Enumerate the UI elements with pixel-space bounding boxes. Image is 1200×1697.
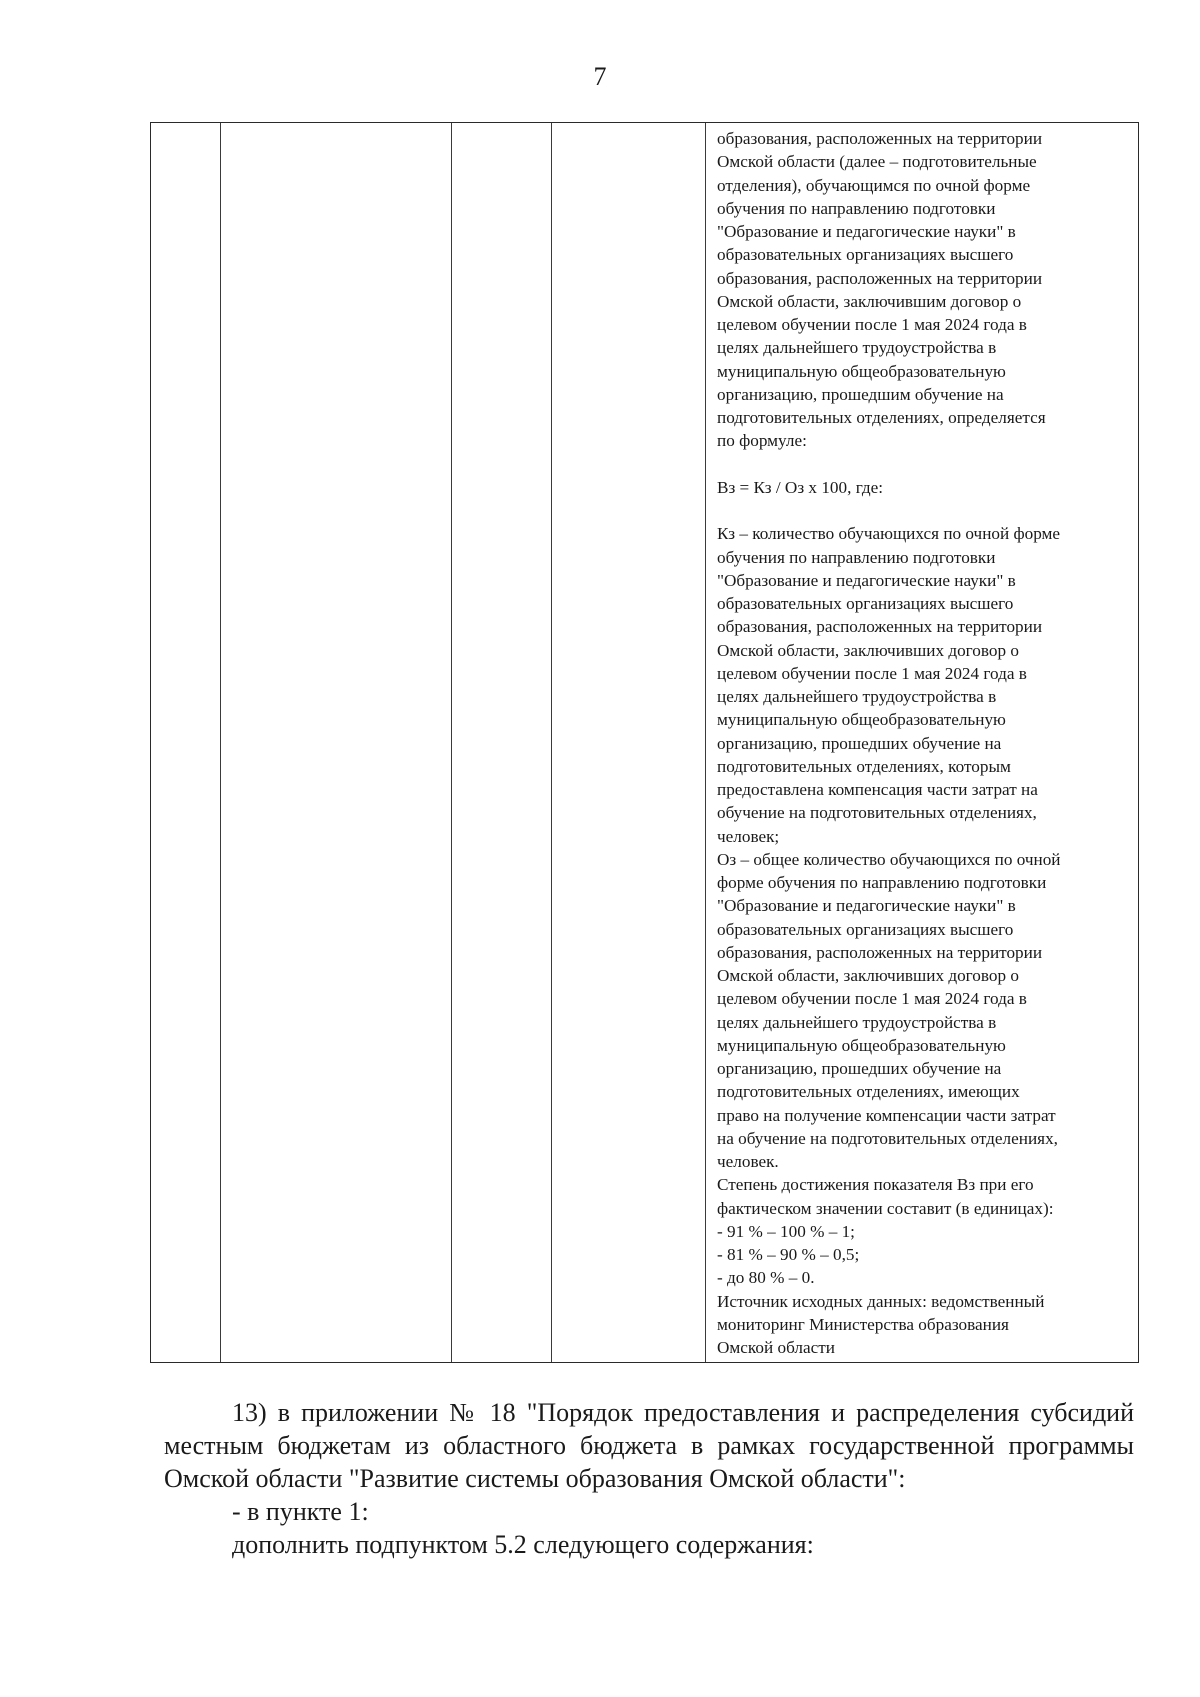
spacer (717, 499, 1132, 522)
table-column-number (151, 123, 221, 1362)
table-column-indicator-name (221, 123, 452, 1362)
spacer (717, 453, 1132, 476)
oz-definition: Оз – общее количество обучающихся по очной форме обучения по направлению подготовки "Образование и педагогические науки" в образовательных организациях высшего образования, расположенных на территории Омской области, заключивших договор о целевом обучении после 1 мая 2024 года в целях дальнейшего трудоустройства в муниципальную общеобразовательную организацию, прошедших обучение на подготовительных отделениях, имеющих право на получение компенсации части затрат на обучение на подготовительных отделениях, человек. (717, 849, 1061, 1171)
supplement-line: дополнить подпунктом 5.2 следующего содержания: (232, 1530, 814, 1559)
table-column-unit (452, 123, 552, 1362)
page-number: 7 (593, 62, 607, 91)
data-source: Источник исходных данных: ведомственный мониторинг Министерства образования Омской области (717, 1291, 1045, 1357)
paragraph-13: 13) в приложении № 18 "Порядок предоставления и распределения субсидий местным бюджетам из областного бюджета в рамках государственной программы Омской области "Развитие системы образования Омской области": (164, 1398, 1134, 1493)
methodology-intro: образования, расположенных на территории Омской области (далее – подготовительные отделения), обучающимся по очной форме обучения по направлению подготовки "Образование и педагогические науки" в образовательных организациях высшего образования, расположенных на территории Омской области, заключившим договор о целевом обучении после 1 мая 2024 года в целях дальнейшего трудоустройства в муниципальную общеобразовательную организацию, прошедшим обучение на подготовительных отделениях, определяется по формуле: (717, 129, 1046, 451)
indicator-table (150, 122, 1139, 1363)
achievement-item: - 81 % – 90 % – 0,5; (717, 1245, 860, 1264)
table-column-methodology (706, 123, 1138, 1362)
formula: Вз = Кз / Оз х 100, где: (717, 477, 884, 497)
amendment-text (164, 1396, 1134, 1561)
point-line: - в пункте 1: (232, 1497, 369, 1526)
table-column-value (552, 123, 706, 1362)
kz-definition: Кз – количество обучающихся по очной форме обучения по направлению подготовки "Образование и педагогические науки" в образовательных организациях высшего образования, расположенных на территории Омской области, заключивших договор о целевом обучении после 1 мая 2024 года в целях дальнейшего трудоустройства в муниципальную общеобразовательную организацию, прошедших обучение на подготовительных отделениях, которым предоставлена компенсация части затрат на обучение на подготовительных отделениях, человек; (717, 524, 1061, 846)
achievement-intro: Степень достижения показателя Вз при его фактическом значении составит (в единицах): (717, 1175, 1054, 1218)
achievement-item: - до 80 % – 0. (717, 1268, 815, 1288)
achievement-item: - 91 % – 100 % – 1; (717, 1221, 855, 1241)
